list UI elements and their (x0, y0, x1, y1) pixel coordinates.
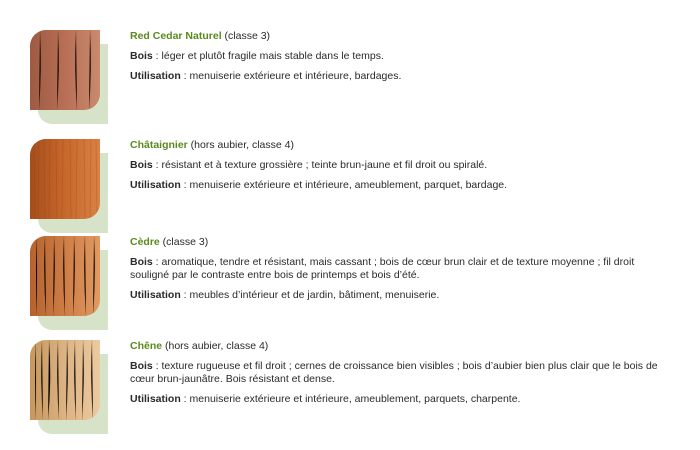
bois-text: : résistant et à texture grossière ; teinte brun-jaune et fil droit ou spiralé. (152, 159, 488, 171)
wood-class: (hors aubier, classe 4) (187, 139, 294, 151)
wood-description (130, 340, 675, 413)
wood-name: Chêne (130, 340, 163, 352)
wood-name: Red Cedar Naturel (130, 30, 222, 42)
wood-texture-image (30, 30, 100, 110)
bois-property (130, 256, 675, 282)
utilisation-text: : menuiserie extérieure et intérieure, bardages. (180, 70, 402, 82)
wood-description (130, 139, 675, 199)
wood-texture-image (30, 139, 100, 219)
bois-property (130, 159, 675, 172)
utilisation-label: Utilisation (130, 70, 181, 82)
bois-text: : léger et plutôt fragile mais stable dans le temps. (152, 50, 384, 62)
utilisation-text: : menuiserie extérieure et intérieure, ameublement, parquets, charpente. (180, 393, 521, 405)
wood-title (130, 30, 675, 43)
wood-description (130, 30, 675, 90)
wood-swatch-chene (30, 340, 110, 436)
wood-name: Châtaignier (130, 139, 188, 151)
wood-class: (hors aubier, classe 4) (162, 340, 269, 352)
wood-swatch-chataignier (30, 139, 110, 235)
utilisation-property (130, 70, 675, 83)
wood-texture-image (30, 340, 100, 420)
bois-property (130, 360, 675, 386)
wood-title (130, 139, 675, 152)
bois-label: Bois (130, 159, 153, 171)
bois-text: : texture rugueuse et fil droit ; cernes de croissance bien visibles ; bois d’aubier bien plus clair que le bois de cœur brun-jaunâtre. Bois résistant et dense. (130, 360, 658, 385)
wood-swatch-red-cedar (30, 30, 110, 126)
bois-label: Bois (130, 50, 153, 62)
wood-title (130, 340, 675, 353)
wood-class: (classe 3) (159, 236, 209, 248)
bois-text: : aromatique, tendre et résistant, mais cassant ; bois de cœur brun clair et de texture moyenne ; fil droit souligné par le contraste entre bois de printemps et bois d’été. (130, 256, 635, 281)
wood-title (130, 236, 675, 249)
wood-name: Cèdre (130, 236, 160, 248)
wood-class: (classe 3) (221, 30, 271, 42)
utilisation-property (130, 393, 675, 406)
bois-label: Bois (130, 360, 153, 372)
wood-description (130, 236, 675, 309)
utilisation-label: Utilisation (130, 179, 181, 191)
utilisation-text: : menuiserie extérieure et intérieure, ameublement, parquet, bardage. (180, 179, 508, 191)
wood-texture-image (30, 236, 100, 316)
bois-property (130, 50, 675, 63)
bois-label: Bois (130, 256, 153, 268)
utilisation-property (130, 179, 675, 192)
wood-swatch-cedre (30, 236, 110, 332)
utilisation-property (130, 289, 675, 302)
utilisation-text: : meubles d’intérieur et de jardin, bâtiment, menuiserie. (180, 289, 440, 301)
utilisation-label: Utilisation (130, 393, 181, 405)
utilisation-label: Utilisation (130, 289, 181, 301)
